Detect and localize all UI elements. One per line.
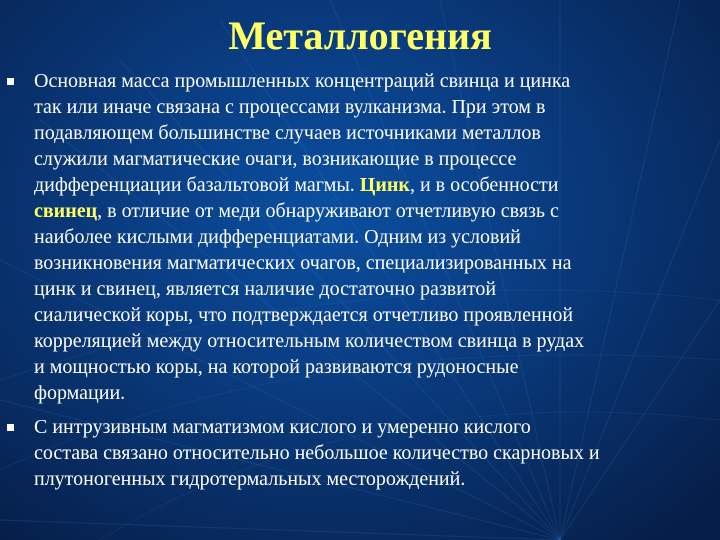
highlight-zinc: Цинк [359, 174, 410, 196]
paragraph-1-line-1: Основная масса промышленных концентраций свинца и цинка [34, 70, 571, 92]
square-bullet-icon [7, 78, 14, 85]
paragraph-1-line-12: и мощностью коры, на которой развиваются рудоносные [34, 356, 519, 378]
paragraph-1-line-13: формации. [34, 382, 126, 404]
paragraph-1-line-11: корреляцией между относительным количеством свинца в рудах [34, 330, 585, 352]
paragraph-2-line-2: состава связано относительно небольшое количество скарновых и [34, 442, 600, 464]
paragraph-1-line-9: цинк и свинец, является наличие достаточно развитой [34, 278, 497, 300]
line-6-text-after: , в отличие от меди обнаруживают отчетливую связь с [97, 200, 559, 222]
slide-title: Металлогения [228, 13, 492, 58]
paragraph-1-line-6 [34, 198, 720, 224]
highlight-lead: свинец [34, 200, 98, 222]
paragraph-2-line-3: плутоногенных гидротермальных месторождений. [34, 468, 466, 490]
paragraph-1-line-8: возникновения магматических очагов, специализированных на [34, 252, 572, 274]
line-5-text-before: дифференциации базальтовой магмы. [34, 174, 360, 196]
paragraph-1-line-3: подавляющем большинстве случаев источниками металлов [34, 122, 541, 144]
square-bullet-icon [7, 424, 14, 431]
paragraph-1-line-7: наиболее кислыми дифференциатами. Одним из условий [34, 226, 521, 248]
line-5-text-after: , и в особенности [409, 174, 559, 196]
paragraph-1-line-10: сиалической коры, что подтверждается отчетливо проявленной [34, 304, 574, 326]
paragraph-1-line-4: служили магматические очаги, возникающие в процессе [34, 148, 517, 170]
paragraph-2-line-1: С интрузивным магматизмом кислого и умеренно кислого [34, 416, 531, 438]
paragraph-1-line-5 [34, 172, 720, 198]
paragraph-1-line-2: так или иначе связана с процессами вулканизма. При этом в [34, 96, 546, 118]
